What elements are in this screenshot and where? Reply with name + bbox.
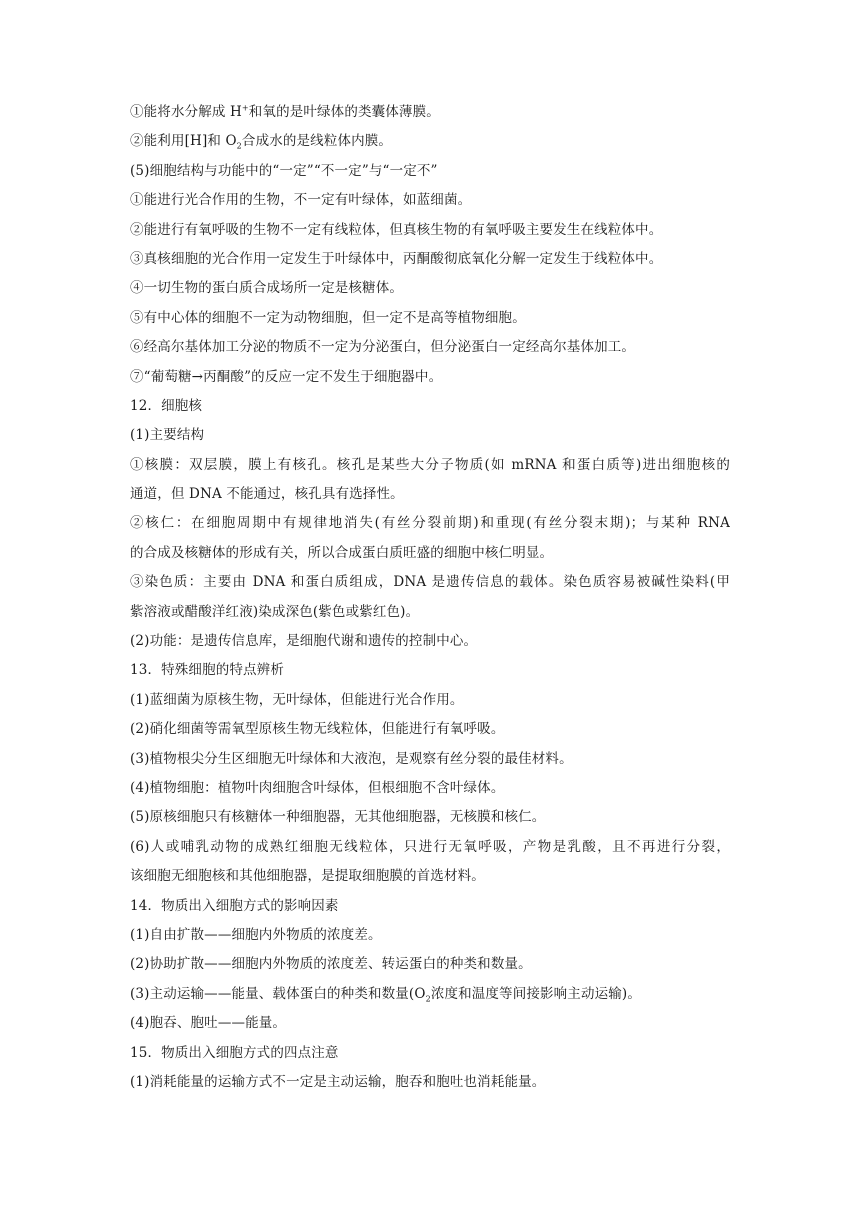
text-line: (2)硝化细菌等需氧型原核生物无线粒体，但能进行有氧呼吸。: [130, 721, 505, 738]
text-line: (1)蓝细菌为原核生物，无叶绿体，但能进行光合作用。: [130, 691, 464, 708]
text-line: ⑦“葡萄糖→丙酮酸”的反应一定不发生于细胞器中。: [130, 368, 443, 385]
text-line: ②能利用[H]和 $O_2$合成水的是线粒体内膜。: [130, 133, 393, 152]
text-line: ①能将水分解成 H+和氧的是叶绿体的类囊体薄膜。: [130, 103, 440, 120]
text-line: (6)人或哺乳动物的成熟红细胞无线粒体，只进行无氧呼吸，产物是乳酸，且不再进行分裂，: [130, 838, 730, 855]
superscript: +: [241, 103, 249, 113]
document-page: [130, 98, 730, 1097]
text-line: 通道，但 DNA 不能通过，核孔具有选择性。: [130, 486, 404, 503]
text-line: ①核膜：双层膜，膜上有核孔。核孔是某些大分子物质(如 mRNA 和蛋白质等)进出细胞核的: [130, 456, 730, 473]
subscript: 2: [236, 142, 242, 152]
section-heading: 12．细胞核: [130, 397, 203, 414]
section-heading: 15．物质出入细胞方式的四点注意: [130, 1044, 339, 1061]
text-line: 紫溶液或醋酸洋红液)染成深色(紫色或紫红色)。: [130, 603, 420, 620]
text-line: (1)自由扩散——细胞内外物质的浓度差。: [130, 926, 382, 943]
text-line: ⑤有中心体的细胞不一定为动物细胞，但一定不是高等植物细胞。: [130, 309, 526, 326]
text-line: 的合成及核糖体的形成有关，所以合成蛋白质旺盛的细胞中核仁明显。: [130, 544, 554, 561]
text-line: (4)胞吞、胞吐——能量。: [130, 1015, 287, 1032]
text-line: 该细胞无细胞核和其他细胞器，是提取细胞膜的首选材料。: [130, 868, 485, 885]
text-line: ⑥经高尔基体加工分泌的物质不一定为分泌蛋白，但分泌蛋白一定经高尔基体加工。: [130, 339, 636, 356]
section-heading: (1)主要结构: [130, 427, 205, 444]
text-line: (4)植物细胞：植物叶肉细胞含叶绿体，但根细胞不含叶绿体。: [130, 779, 505, 796]
text-line: ④一切生物的蛋白质合成场所一定是核糖体。: [130, 280, 403, 297]
text-line: (3)植物根尖分生区细胞无叶绿体和大液泡，是观察有丝分裂的最佳材料。: [130, 750, 573, 767]
subscript: 2: [425, 994, 431, 1004]
section-heading: 13．特殊细胞的特点辨析: [130, 662, 284, 679]
text-line: ①能进行光合作用的生物，不一定有叶绿体，如蓝细菌。: [130, 192, 472, 209]
text-line: (1)消耗能量的运输方式不一定是主动运输，胞吞和胞吐也消耗能量。: [130, 1073, 546, 1090]
text-line: (2)协助扩散——细胞内外物质的浓度差、转运蛋白的种类和数量。: [130, 956, 532, 973]
text-line: (3)主动运输——能量、载体蛋白的种类和数量($O_2$浓度和温度等间接影响主动运输)。: [130, 985, 641, 1004]
text-line: ③真核细胞的光合作用一定发生于叶绿体中，丙酮酸彻底氧化分解一定发生于线粒体中。: [130, 250, 663, 267]
section-heading: 14．物质出入细胞方式的影响因素: [130, 897, 339, 914]
text-line: (2)功能：是遗传信息库，是细胞代谢和遗传的控制中心。: [130, 633, 478, 650]
text-line: ②核仁：在细胞周期中有规律地消失(有丝分裂前期)和重现(有丝分裂末期)；与某种 RNA: [130, 515, 730, 532]
section-heading: (5)细胞结构与功能中的“一定”“不一定”与“一定不”: [130, 162, 438, 179]
text-line: ③染色质：主要由 DNA 和蛋白质组成，DNA 是遗传信息的载体。染色质容易被碱性染料(甲: [130, 574, 730, 591]
text-line: ②能进行有氧呼吸的生物不一定有线粒体，但真核生物的有氧呼吸主要发生在线粒体中。: [130, 221, 663, 238]
text-line: (5)原核细胞只有核糖体一种细胞器，无其他细胞器，无核膜和核仁。: [130, 809, 546, 826]
